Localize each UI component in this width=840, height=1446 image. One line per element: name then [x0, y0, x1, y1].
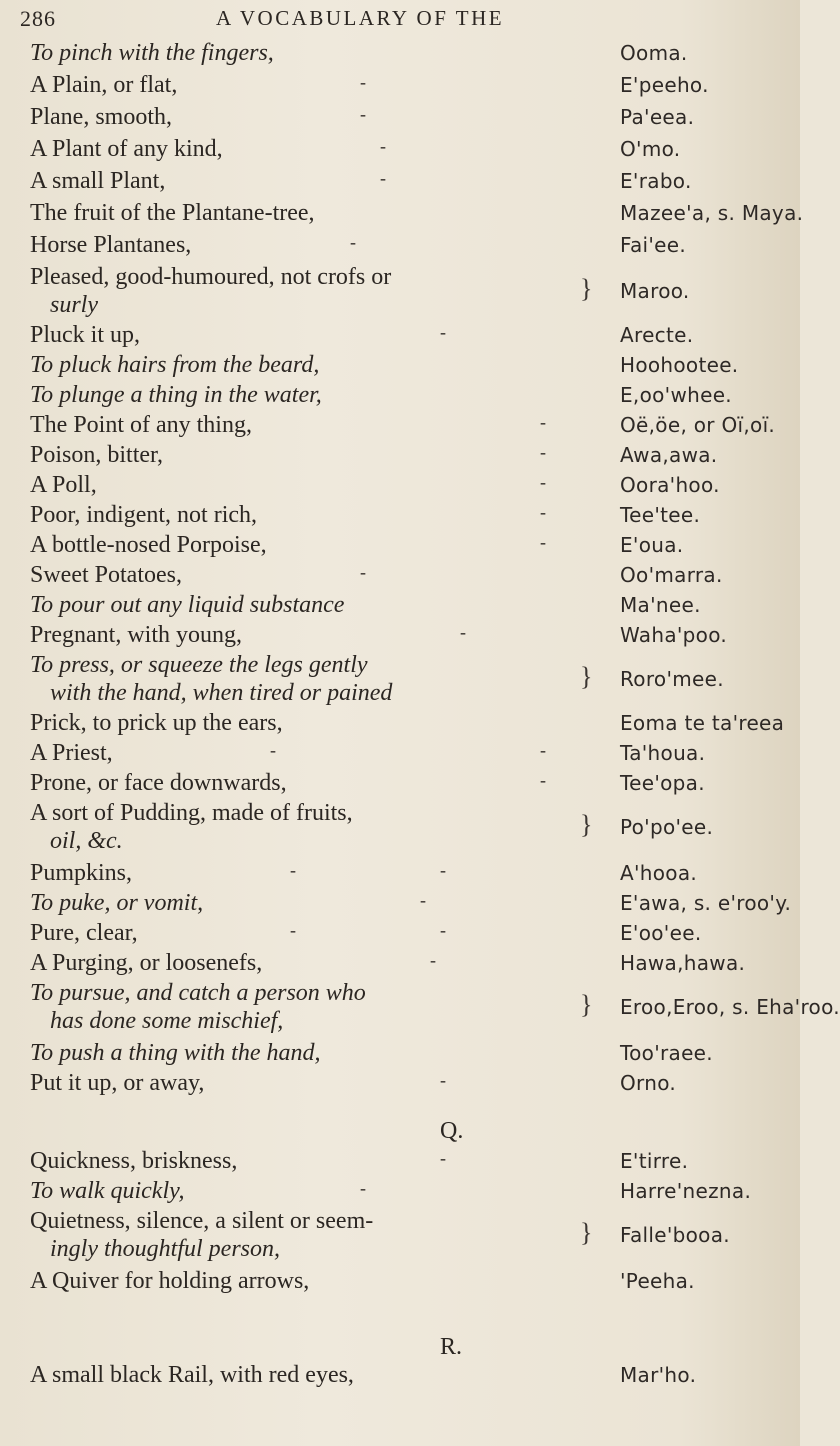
leader-dash: -	[380, 168, 386, 188]
english-term: Pumpkins,	[30, 860, 133, 886]
english-term: A Plain, or flat,	[30, 72, 178, 98]
otaheitean-term: Arecte.	[620, 323, 694, 347]
otaheitean-term: Maroo.	[620, 279, 690, 303]
leader-dash: -	[540, 502, 546, 522]
leader-dash: -	[440, 920, 446, 940]
otaheitean-term: A'hooa.	[620, 861, 698, 885]
english-term: To plunge a thing in the water,	[30, 382, 322, 408]
section-letter-q: Q.	[440, 1118, 464, 1144]
otaheitean-term: E'oo'ee.	[620, 921, 702, 945]
english-term: Poison, bitter,	[30, 442, 164, 468]
otaheitean-term: E'rabo.	[620, 169, 692, 193]
otaheitean-term: E'peeho.	[620, 73, 709, 97]
english-term-continued: surly	[50, 292, 98, 318]
otaheitean-term: E'awa, s. e'roo'y.	[620, 891, 792, 915]
english-term: To pursue, and catch a person who	[30, 980, 366, 1006]
otaheitean-term: E'oua.	[620, 533, 684, 557]
leader-dash: -	[360, 1178, 366, 1198]
leader-dash: -	[350, 232, 356, 252]
english-term: Poor, indigent, not rich,	[30, 502, 258, 528]
english-term-continued: has done some mischief,	[50, 1008, 284, 1034]
running-title: A VOCABULARY OF THE	[216, 6, 505, 30]
leader-dash: -	[360, 72, 366, 92]
leader-dash: -	[440, 322, 446, 342]
section-letter-r: R.	[440, 1334, 463, 1360]
english-term: Prick, to prick up the ears,	[30, 710, 283, 736]
english-term: To pinch with the fingers,	[30, 40, 274, 66]
brace-mark: }	[580, 1218, 593, 1247]
otaheitean-term: Oo'marra.	[620, 563, 723, 587]
leader-dash: -	[440, 860, 446, 880]
english-term-continued: ingly thoughtful person,	[50, 1236, 280, 1262]
english-term: A sort of Pudding, made of fruits,	[30, 800, 353, 826]
otaheitean-term: Roro'mee.	[620, 667, 724, 691]
otaheitean-term: Falle'booa.	[620, 1223, 730, 1247]
otaheitean-term: Ta'houa.	[620, 741, 706, 765]
otaheitean-term: Hawa,hawa.	[620, 951, 746, 975]
english-term: Prone, or face downwards,	[30, 770, 287, 796]
brace-mark: }	[580, 810, 593, 839]
otaheitean-term: Harre'nezna.	[620, 1179, 752, 1203]
otaheitean-term: Eoma te ta'reea	[620, 711, 785, 735]
otaheitean-term: Oë,öe, or Oï,oï.	[620, 413, 776, 437]
brace-mark: }	[580, 990, 593, 1019]
leader-dash: -	[440, 1148, 446, 1168]
english-term: To push a thing with the hand,	[30, 1040, 321, 1066]
english-term: A Quiver for holding arrows,	[30, 1268, 310, 1294]
leader-dash: -	[440, 1070, 446, 1090]
otaheitean-term: Tee'tee.	[620, 503, 701, 527]
english-term: Pluck it up,	[30, 322, 141, 348]
leader-dash: -	[420, 890, 426, 910]
otaheitean-term: Awa,awa.	[620, 443, 718, 467]
leader-dash: -	[540, 532, 546, 552]
leader-dash: -	[290, 920, 296, 940]
english-term: The Point of any thing,	[30, 412, 252, 438]
leader-dash: -	[360, 562, 366, 582]
english-term: Pure, clear,	[30, 920, 138, 946]
english-term: Quietness, silence, a silent or seem-	[30, 1208, 374, 1234]
english-term: A small Plant,	[30, 168, 166, 194]
otaheitean-term: Fai'ee.	[620, 233, 687, 257]
otaheitean-term: Tee'opa.	[620, 771, 705, 795]
brace-mark: }	[580, 274, 593, 303]
english-term: To walk quickly,	[30, 1178, 185, 1204]
otaheitean-term: Mazee'a, s. Maya.	[620, 201, 804, 225]
otaheitean-term: E'tirre.	[620, 1149, 689, 1173]
page-number: 286	[20, 6, 56, 31]
leader-dash: -	[460, 622, 466, 642]
english-term: A Poll,	[30, 472, 97, 498]
otaheitean-term: Ooma.	[620, 41, 688, 65]
english-term: Pregnant, with young,	[30, 622, 242, 648]
leader-dash: -	[290, 860, 296, 880]
english-term: Quickness, briskness,	[30, 1148, 238, 1174]
english-term: Pleased, good-humoured, not crofs or	[30, 264, 392, 290]
otaheitean-term: Mar'ho.	[620, 1363, 697, 1387]
leader-dash: -	[540, 740, 546, 760]
otaheitean-term: Orno.	[620, 1071, 677, 1095]
leader-dash: -	[430, 950, 436, 970]
otaheitean-term: Hoohootee.	[620, 353, 739, 377]
otaheitean-term: 'Peeha.	[620, 1269, 695, 1293]
english-term: To puke, or vomit,	[30, 890, 204, 916]
english-term: Sweet Potatoes,	[30, 562, 182, 588]
english-term: The fruit of the Plantane-tree,	[30, 200, 315, 226]
english-term: A Purging, or loosenefs,	[30, 950, 263, 976]
otaheitean-term: Waha'poo.	[620, 623, 728, 647]
english-term: Put it up, or away,	[30, 1070, 205, 1096]
english-term: A small black Rail, with red eyes,	[30, 1362, 354, 1388]
english-term: A bottle-nosed Porpoise,	[30, 532, 267, 558]
english-term: To press, or squeeze the legs gently	[30, 652, 368, 678]
english-term: A Plant of any kind,	[30, 136, 223, 162]
english-term-continued: with the hand, when tired or pained	[50, 680, 393, 706]
otaheitean-term: Pa'eea.	[620, 105, 695, 129]
otaheitean-term: O'mo.	[620, 137, 681, 161]
english-term: To pluck hairs from the beard,	[30, 352, 320, 378]
leader-dash: -	[540, 472, 546, 492]
otaheitean-term: Eroo,Eroo, s. Eha'roo.	[620, 995, 840, 1019]
english-term-continued: oil, &c.	[50, 828, 123, 854]
english-term: To pour out any liquid substance	[30, 592, 345, 618]
otaheitean-term: E,oo'whee.	[620, 383, 732, 407]
leader-dash: -	[380, 136, 386, 156]
leader-dash: -	[540, 442, 546, 462]
otaheitean-term: Ma'nee.	[620, 593, 701, 617]
english-term: Horse Plantanes,	[30, 232, 192, 258]
leader-dash: -	[540, 412, 546, 432]
brace-mark: }	[580, 662, 593, 691]
otaheitean-term: Oora'hoo.	[620, 473, 720, 497]
english-term: A Priest,	[30, 740, 113, 766]
otaheitean-term: Too'raee.	[620, 1041, 713, 1065]
leader-dash: -	[540, 770, 546, 790]
leader-dash: -	[270, 740, 276, 760]
english-term: Plane, smooth,	[30, 104, 172, 130]
leader-dash: -	[360, 104, 366, 124]
otaheitean-term: Po'po'ee.	[620, 815, 714, 839]
